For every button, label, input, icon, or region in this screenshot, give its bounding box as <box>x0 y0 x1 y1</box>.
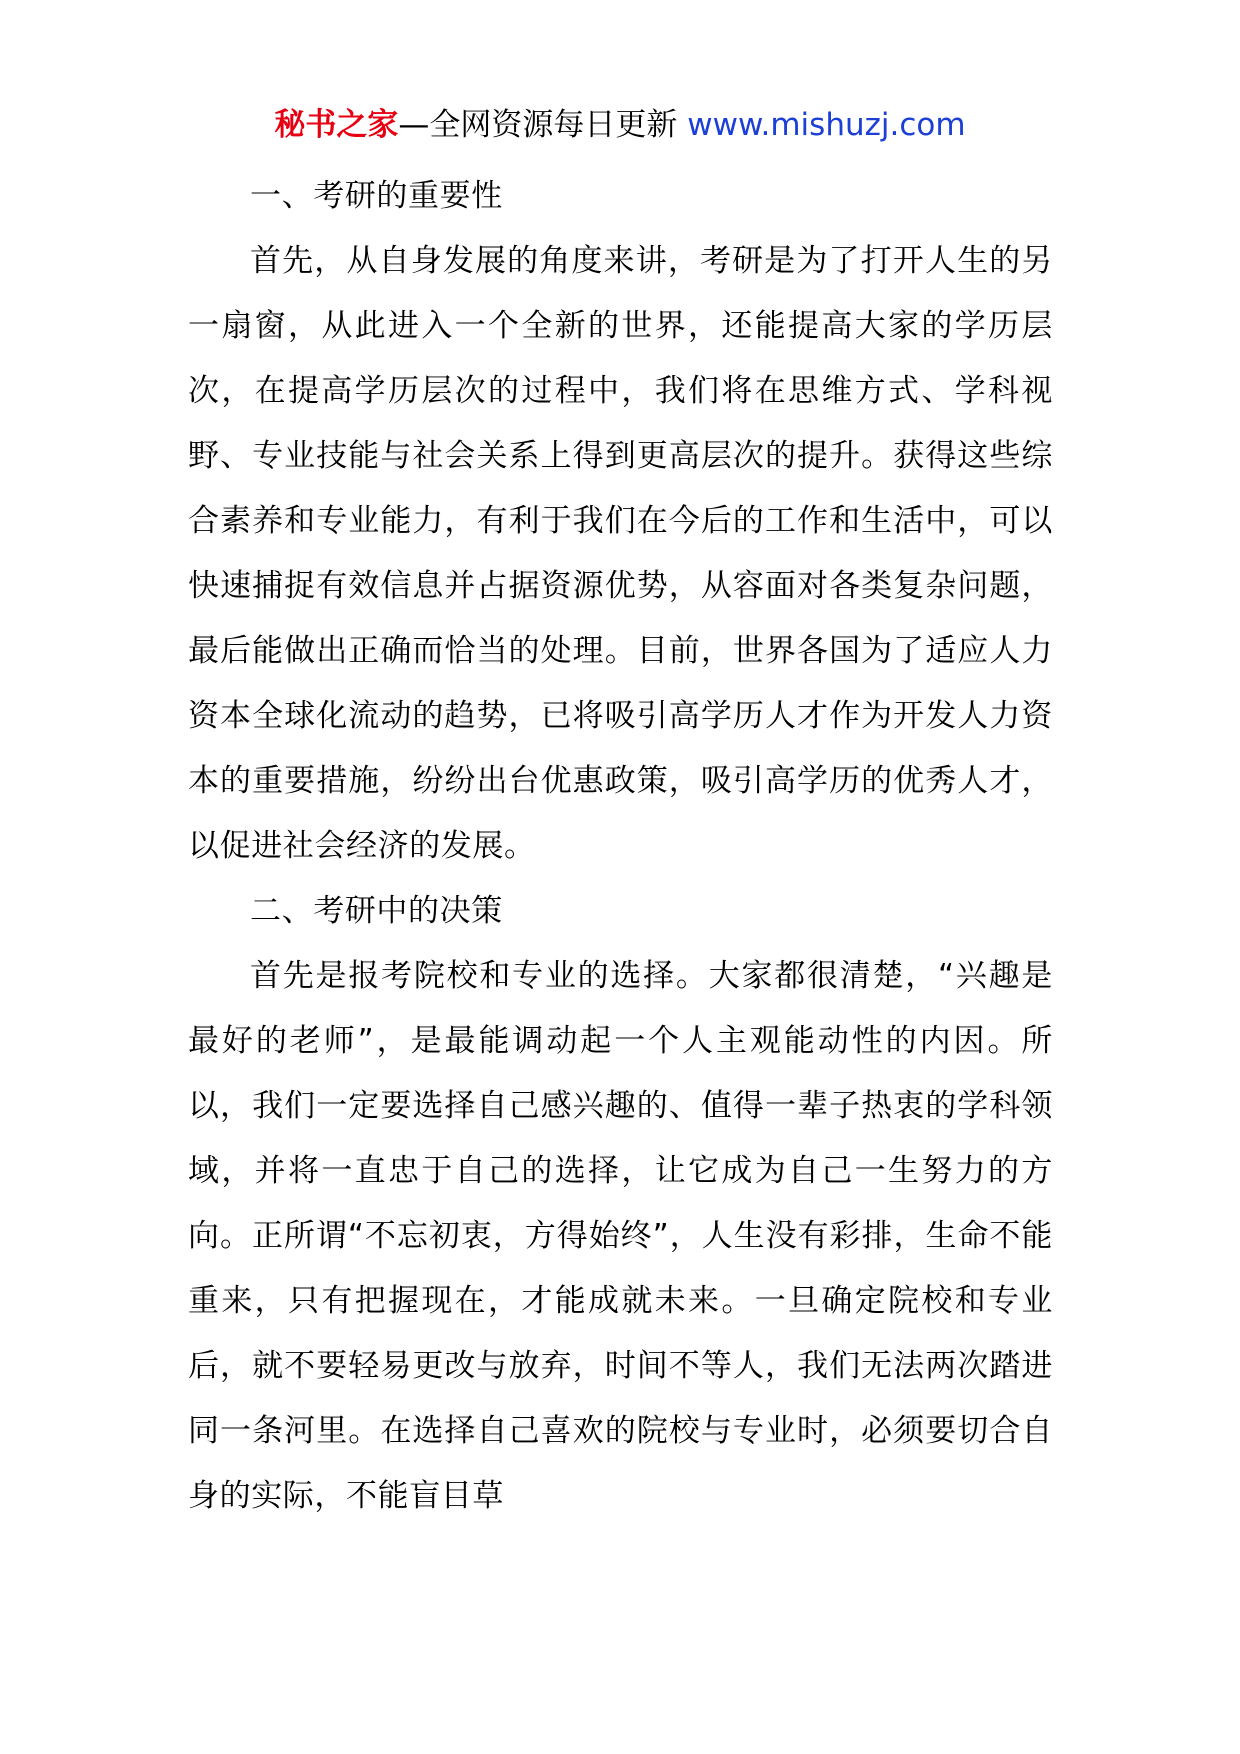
section-heading-decision: 二、考研中的决策 <box>250 893 503 929</box>
brand-name: 秘书之家 <box>274 107 399 143</box>
page-header <box>0 104 1240 146</box>
paragraph-importance: 首先，从自身发展的角度来讲，考研是为了打开人生的另一扇窗，从此进入一个全新的世界，还能提高大家的学历层次，在提高学历层次的过程中，我们将在思维方式、学科视野、专业技能与社会关系上得到更高层次的提升。获得这些综合素养和专业能力，有利于我们在今后的工作和生活中，可以快速捕捉有效信息并占据资源优势，从容面对各类复杂问题，最后能做出正确而恰当的处理。目前，世界各国为了适应人力资本全球化流动的趋势，已将吸引高学历人才作为开发人力资本的重要措施，纷纷出台优惠政策，吸引高学历的优秀人才，以促进社会经济的发展。 <box>188 243 1053 864</box>
document-body <box>188 164 1053 1529</box>
site-url-link[interactable]: www.mishuzj.com <box>687 107 966 143</box>
paragraph-decision: 首先是报考院校和专业的选择。大家都很清楚，“兴趣是最好的老师”，是最能调动起一个人主观能动性的内因。所以，我们一定要选择自己感兴趣的、值得一辈子热衷的学科领域，并将一直忠于自己的选择，让它成为自己一生努力的方向。正所谓“不忘初衷，方得始终”，人生没有彩排，生命不能重来，只有把握现在，才能成就未来。一旦确定院校和专业后，就不要轻易更改与放弃，时间不等人，我们无法两次踏进同一条河里。在选择自己喜欢的院校与专业时，必须要切合自身的实际，不能盲目草 <box>188 958 1053 1514</box>
header-tagline: —全网资源每日更新 <box>398 107 678 143</box>
section-heading-importance: 一、考研的重要性 <box>250 178 503 214</box>
